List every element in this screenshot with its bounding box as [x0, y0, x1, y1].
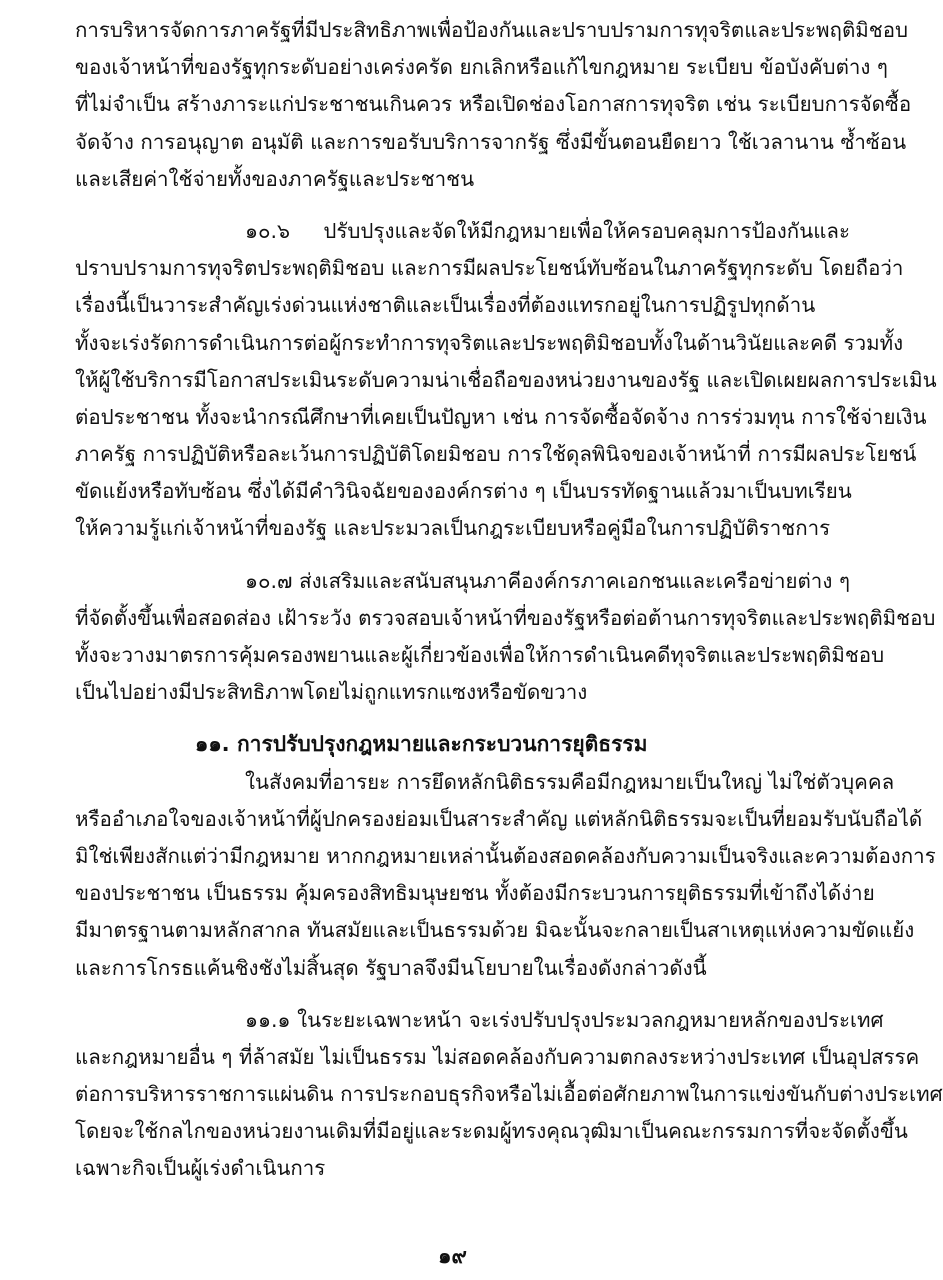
paragraph-first-line: ในสังคมที่อารยะ การยึดหลักนิติธรรมคือมีกฎหมายเป็นใหญ่ ไม่ใช่ตัวบุคคล — [245, 769, 895, 794]
paragraph-line: เฉพาะกิจเป็นผู้เร่งดำเนินการ — [75, 1156, 326, 1181]
paragraph-line: และเสียค่าใช้จ่ายทั้งของภาครัฐและประชาชน — [75, 166, 475, 191]
paragraph-line: หรืออำเภอใจของเจ้าหน้าที่ผู้ปกครองย่อมเป็นสาระสำคัญ แต่หลักนิติธรรมจะเป็นที่ยอมรับนับถือได้ — [75, 806, 923, 831]
paragraph-line: ของเจ้าหน้าที่ของรัฐทุกระดับอย่างเคร่งครัด ยกเลิกหรือแก้ไขกฎหมาย ระเบียบ ข้อบังคับต่าง ๆ — [75, 55, 888, 80]
paragraph-line: การบริหารจัดการภาครัฐที่มีประสิทธิภาพเพื่อป้องกันและปราบปรามการทุจริตและประพฤติมิชอบ — [75, 18, 909, 42]
paragraph-line: ที่ไม่จำเป็น สร้างภาระแก่ประชาชนเกินควร หรือเปิดช่องโอกาสการทุจริต เช่น ระเบียบการจัดซื้อ — [75, 92, 912, 117]
paragraph-line: ภาครัฐ การปฏิบัติหรือละเว้นการปฏิบัติโดยมิชอบ การใช้ดุลพินิจของเจ้าหน้าที่ การมีผลประโยชน์ — [75, 442, 917, 467]
paragraph-line: และการโกรธแค้นชิงชังไม่สิ้นสุด รัฐบาลจึงมีนโยบายในเรื่องดังกล่าวดังนี้ — [75, 955, 707, 980]
paragraph-line: ต่อการบริหารราชการแผ่นดิน การประกอบธุรกิจหรือไม่เอื้อต่อศักยภาพในการแข่งขันกับต่างประเทศ — [75, 1082, 943, 1107]
paragraph-line: เรื่องนี้เป็นวาระสำคัญเร่งด่วนแห่งชาติและเป็นเรื่องที่ต้องแทรกอยู่ในการปฏิรูปทุกด้าน — [75, 293, 816, 318]
paragraph-line: ทั้งจะวางมาตรการคุ้มครองพยานและผู้เกี่ยวข้องเพื่อให้การดำเนินคดีทุจริตและประพฤติมิชอบ — [75, 643, 885, 667]
intro-paragraph — [75, 12, 912, 198]
paragraph-line: จัดจ้าง การอนุญาต อนุมัติ และการขอรับบริการจากรัฐ ซึ่งมีขั้นตอนยืดยาว ใช้เวลานาน ซ้ำซ้อน — [75, 129, 907, 154]
paragraph-line: ทั้งจะเร่งรัดการดำเนินการต่อผู้กระทำการทุจริตและประพฤติมิชอบทั้งในด้านวินัยและคดี รวมทั้ง — [75, 330, 904, 355]
paragraph-line: เป็นไปอย่างมีประสิทธิภาพโดยไม่ถูกแทรกแซงหรือขัดขวาง — [75, 680, 588, 705]
page-number: ๑๙ — [438, 1244, 467, 1268]
paragraph-line: โดยจะใช้กลไกของหน่วยงานเดิมที่มีอยู่และระดมผู้ทรงคุณวุฒิมาเป็นคณะกรรมการที่จะจัดตั้งขึ้น — [75, 1119, 908, 1144]
paragraph-first-line: ๑๑.๑ ในระยะเฉพาะหน้า จะเร่งปรับปรุงประมวลกฎหมายหลักของประเทศ — [245, 1007, 884, 1032]
paragraph-first-line: ๑๐.๗ ส่งเสริมและสนับสนุนภาคีองค์กรภาคเอกชนและเครือข่ายต่าง ๆ — [245, 568, 850, 593]
paragraph-line: มีมาตรฐานตามหลักสากล ทันสมัยและเป็นธรรมด้วย มิฉะนั้นจะกลายเป็นสาเหตุแห่งความขัดแย้ง — [75, 918, 915, 943]
paragraph-line: ต่อประชาชน ทั้งจะนำกรณีศึกษาที่เคยเป็นปัญหา เช่น การจัดซื้อจัดจ้าง การร่วมทุน การใช้จ่ายเงิน — [75, 404, 927, 429]
document-page — [75, 12, 943, 1188]
item-11-1-paragraph — [75, 1002, 943, 1188]
paragraph-line: ปราบปรามการทุจริตประพฤติมิชอบ และการมีผลประโยชน์ทับซ้อนในภาครัฐทุกระดับ โดยถือว่า — [75, 256, 904, 281]
paragraph-line: มิใช่เพียงสักแต่ว่ามีกฎหมาย หากกฎหมายเหล่านั้นต้องสอดคล้องกับความเป็นจริงและความต้องการ — [75, 843, 936, 868]
item-10-6-paragraph — [75, 213, 937, 548]
section-heading: ๑๑. การปรับปรุงกฎหมายและกระบวนการยุติธรรม — [195, 732, 648, 757]
paragraph-line: และกฎหมายอื่น ๆ ที่ล้าสมัย ไม่เป็นธรรม ไม่สอดคล้องกับความตกลงระหว่างประเทศ เป็นอุปสรรค — [75, 1044, 920, 1069]
paragraph-line: ให้ความรู้แก่เจ้าหน้าที่ของรัฐ และประมวลเป็นกฎระเบียบหรือคู่มือในการปฏิบัติราชการ — [75, 516, 831, 541]
paragraph-first-line: ๑๐.๖ ปรับปรุงและจัดให้มีกฎหมายเพื่อให้ครอบคลุมการป้องกันและ — [245, 218, 850, 243]
paragraph-line: ขัดแย้งหรือทับซ้อน ซึ่งได้มีคำวินิจฉัยขององค์กรต่าง ๆ เป็นบรรทัดฐานแล้วมาเป็นบทเรียน — [75, 479, 852, 504]
section-11-paragraph — [75, 764, 936, 987]
paragraph-line: ให้ผู้ใช้บริการมีโอกาสประเมินระดับความน่าเชื่อถือของหน่วยงานของรัฐ และเปิดเผยผลการประเมิน — [75, 367, 937, 392]
item-10-7-paragraph — [75, 563, 936, 712]
paragraph-line: ของประชาชน เป็นธรรม คุ้มครองสิทธิมนุษยชน ทั้งต้องมีกระบวนการยุติธรรมที่เข้าถึงได้ง่าย — [75, 881, 875, 906]
paragraph-line: ที่จัดตั้งขึ้นเพื่อสอดส่อง เฝ้าระวัง ตรวจสอบเจ้าหน้าที่ของรัฐหรือต่อต้านการทุจริตและประพฤติมิชอบ — [75, 605, 936, 630]
